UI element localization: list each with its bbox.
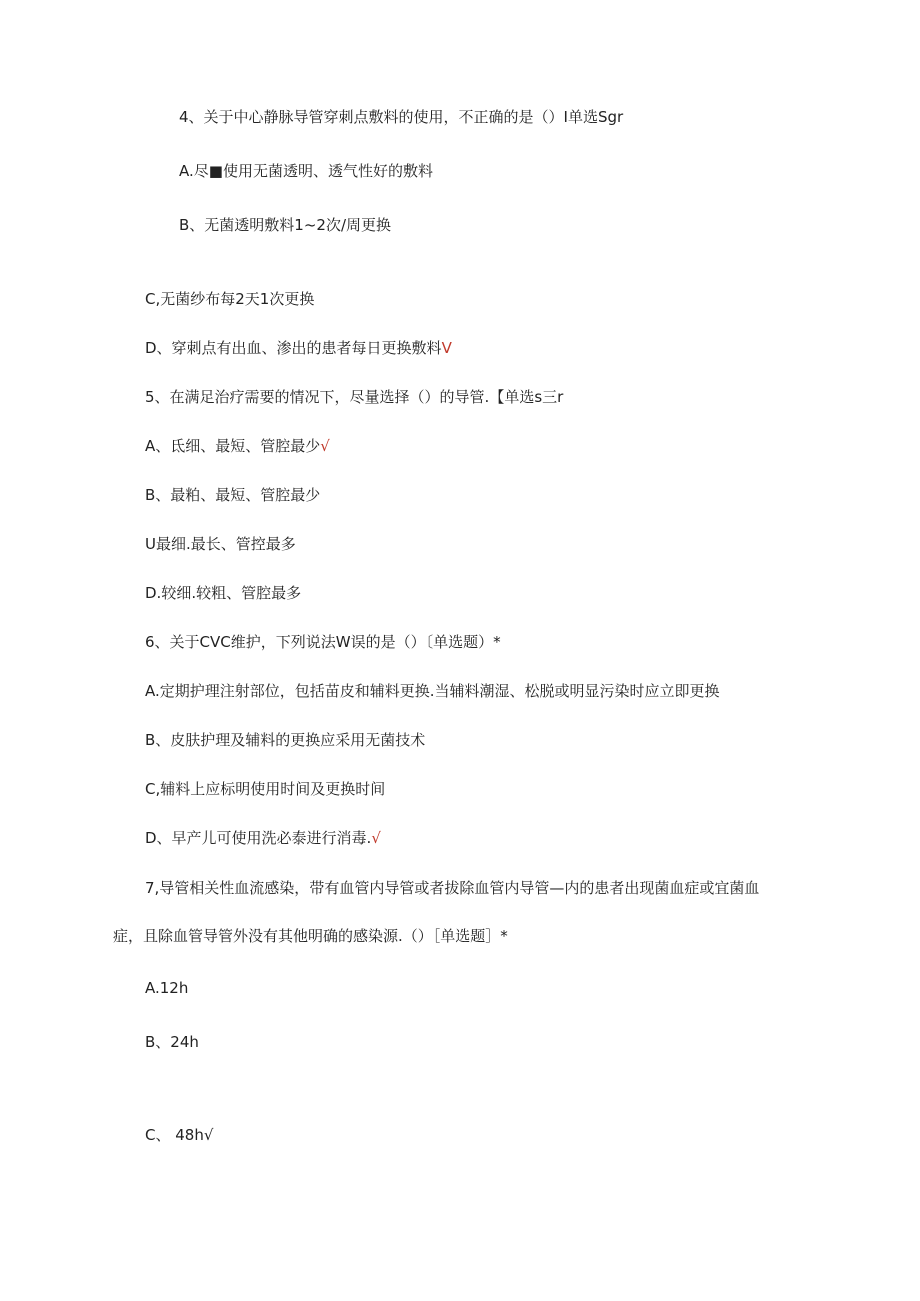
q5-question: 5、在满足治疗需要的情况下，尽量选择（）的导管.【单选s三r (145, 388, 564, 406)
q5-option-a-text: A、氐细、最短、管腔最少 (145, 437, 321, 455)
q6-option-d-text: D、早产儿可使用洗必泰进行消毒. (145, 829, 372, 847)
q6-option-b: B、皮肤护理及辅料的更换应采用无菌技术 (145, 731, 426, 749)
q6-option-c: C,辅料上应标明使用时间及更换时间 (145, 780, 386, 798)
q7-option-b: B、24h (145, 1033, 199, 1051)
q5-answer-check-mark: √ (320, 437, 330, 455)
q5-option-a (145, 436, 330, 456)
q4-option-a: A.尽■使用无菌透明、透气性好的敷料 (179, 162, 433, 180)
q6-option-a: A.定期护理注射部位，包括苗皮和辅料更换.当辅料潮湿、松脱或明显污染时应立即更换 (145, 682, 720, 700)
q7-option-a: A.12h (145, 979, 189, 997)
q5-option-b: B、最粕、最短、管腔最少 (145, 486, 321, 504)
q5-option-d: D.较细.较粗、管腔最多 (145, 584, 302, 602)
q6-answer-check-mark: √ (371, 829, 381, 847)
q4-answer-check-mark: V (441, 339, 452, 357)
q4-option-c: C,无菌纱布每2天1次更换 (145, 290, 315, 308)
q7-option-c (145, 1125, 213, 1145)
q7-option-c-text: C、 48h (145, 1126, 204, 1144)
q6-option-d (145, 828, 381, 848)
q4-option-b: B、无菌透明敷料1~2次/周更换 (179, 216, 392, 234)
q4-option-d (145, 338, 452, 358)
q4-question: 4、关于中心静脉导管穿刺点敷料的使用，不正确的是（）I单选Sgr (179, 108, 624, 126)
q7-question-line-1: 7,导管相关性血流感染，带有血管内导管或者拔除血管内导管—内的患者出现菌血症或宜菌血 (145, 879, 760, 897)
q5-option-c: U最细.最长、管控最多 (145, 535, 296, 553)
q7-answer-check-mark: √ (203, 1126, 214, 1144)
q7-question-line-2: 症，且除血管导管外没有其他明确的感染源.（）［单选题］* (113, 927, 508, 945)
q6-question: 6、关于CVC维护，下列说法W误的是（）〔单选题）* (145, 633, 501, 651)
q4-option-d-text: D、穿刺点有出血、渗出的患者每日更换敷料 (145, 339, 442, 357)
